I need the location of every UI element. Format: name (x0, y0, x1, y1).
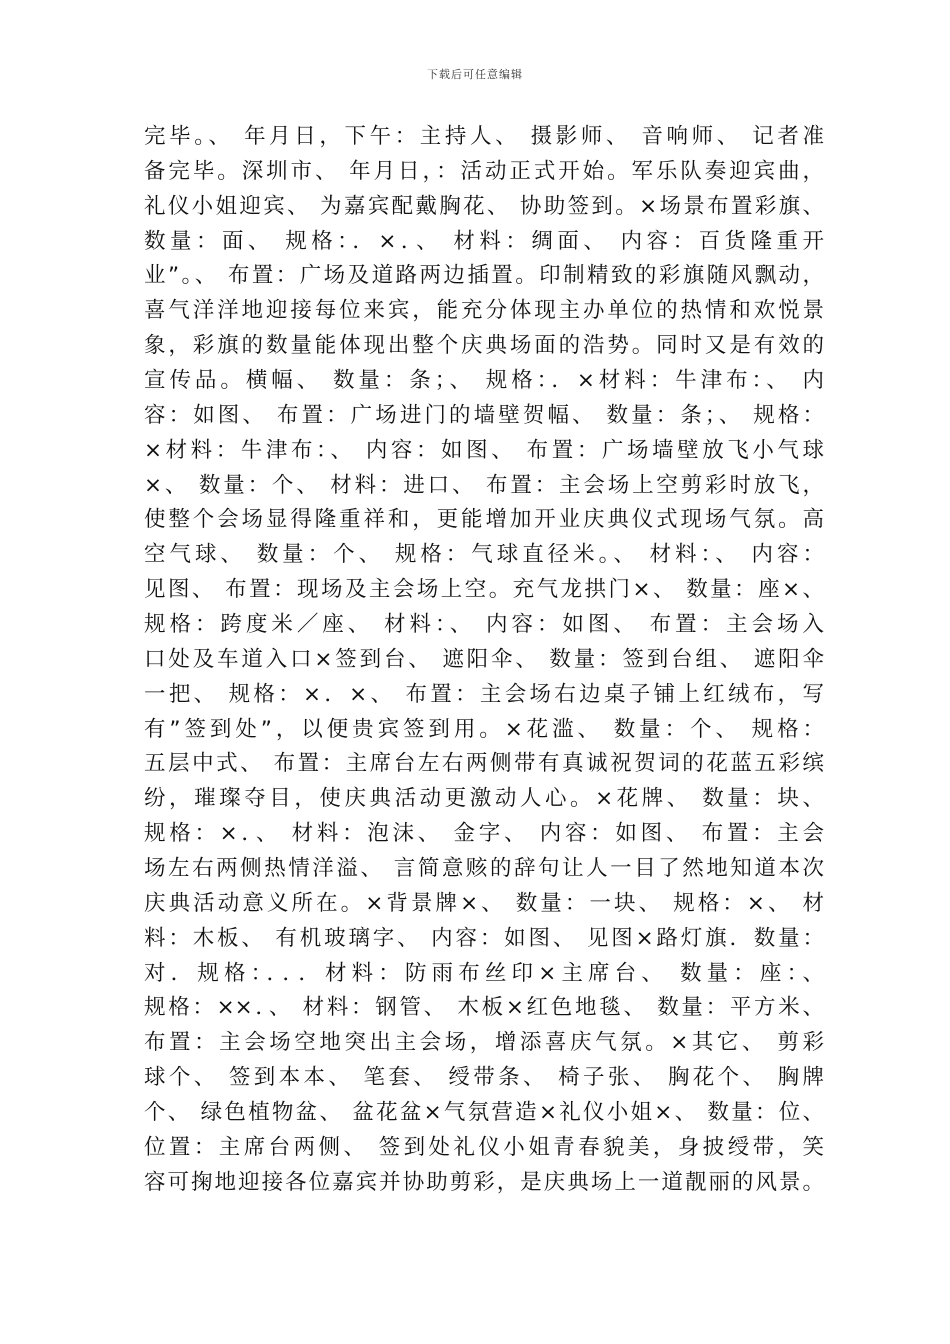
text-line: 位置：主席台两侧、 签到处礼仪小姐青春貌美，身披绶带，笑 (144, 1134, 824, 1160)
text-line: 业”。、 布置：广场及道路两边插置。印制精致的彩旗随风飘动， (144, 263, 824, 289)
text-line: 个、 绿色植物盆、 盆花盆×气氛营造×礼仪小姐×、 数量：位、 (144, 1100, 824, 1126)
text-line: 空气球、 数量：个、 规格：气球直径米。、 材料：、 内容： (144, 542, 824, 568)
text-line: 容：如图、 布置：广场进门的墙壁贺幅、 数量：条；、 规格： (144, 402, 824, 428)
text-line: ×材料：牛津布：、 内容：如图、 布置：广场墙壁放飞小气球 (144, 437, 824, 463)
text-line: 场左右两侧热情洋溢、 言简意赅的辞句让人一目了然地知道本次 (144, 856, 824, 882)
text-line: 规格：××．、 材料：钢管、 木板×红色地毯、 数量：平方米、 (144, 995, 824, 1021)
text-line: 规格：跨度米／座、 材料：、 内容：如图、 布置：主会场入 (144, 612, 824, 638)
text-line: 对．规格：．．．材料：防雨布丝印×主席台、 数量：座：、 (144, 960, 824, 986)
text-line: 球个、 签到本本、 笔套、 绶带条、 椅子张、 胸花个、 胸牌 (144, 1065, 824, 1091)
text-line: 料：木板、 有机玻璃字、 内容：如图、 见图×路灯旗．数量： (144, 925, 824, 951)
text-line: 有”签到处”，以便贵宾签到用。×花滥、 数量：个、 规格： (144, 716, 824, 742)
text-line: 布置：主会场空地突出主会场，增添喜庆气氛。×其它、 剪彩 (144, 1030, 824, 1056)
text-line: 象，彩旗的数量能体现出整个庆典场面的浩势。同时又是有效的 (144, 333, 824, 359)
text-line: 五层中式、 布置：主席台左右两侧带有真诚祝贺词的花蓝五彩缤 (144, 751, 824, 777)
text-line: 口处及车道入口×签到台、 遮阳伞、 数量：签到台组、 遮阳伞 (144, 646, 824, 672)
text-line: 庆典活动意义所在。×背景牌×、 数量：一块、 规格：×、 材 (144, 890, 824, 916)
text-line: 喜气洋洋地迎接每位来宾，能充分体现主办单位的热情和欢悦景 (144, 298, 824, 324)
text-line: 数量：面、 规格：．×．、 材料：绸面、 内容：百货隆重开 (144, 228, 824, 254)
body-text (144, 120, 824, 1201)
text-line: 使整个会场显得隆重祥和，更能增加开业庆典仪式现场气氛。高 (144, 507, 824, 533)
text-line: 备完毕。深圳市、 年月日，：活动正式开始。军乐队奏迎宾曲， (144, 158, 824, 184)
text-line: 礼仪小姐迎宾、 为嘉宾配戴胸花、 协助签到。×场景布置彩旗、 (144, 193, 824, 219)
text-line: 规格：×．、 材料：泡沫、 金字、 内容：如图、 布置：主会 (144, 821, 824, 847)
text-line: 宣传品。横幅、 数量：条；、 规格：．×材料：牛津布：、 内 (144, 368, 824, 394)
text-line: 纷，璀璨夺目，使庆典活动更激动人心。×花牌、 数量：块、 (144, 786, 824, 812)
text-line: 一把、 规格：×．×、 布置：主会场右边桌子铺上红绒布，写 (144, 681, 824, 707)
header-note: 下载后可任意编辑 (427, 68, 523, 81)
text-line: 容可掬地迎接各位嘉宾并协助剪彩，是庆典场上一道靓丽的风景。 (144, 1169, 824, 1195)
text-line: ×、 数量：个、 材料：进口、 布置：主会场上空剪彩时放飞， (144, 472, 824, 498)
text-line: 见图、 布置：现场及主会场上空。充气龙拱门×、 数量：座×、 (144, 577, 824, 603)
text-line: 完毕。、 年月日，下午：主持人、 摄影师、 音响师、 记者准 (144, 124, 824, 149)
